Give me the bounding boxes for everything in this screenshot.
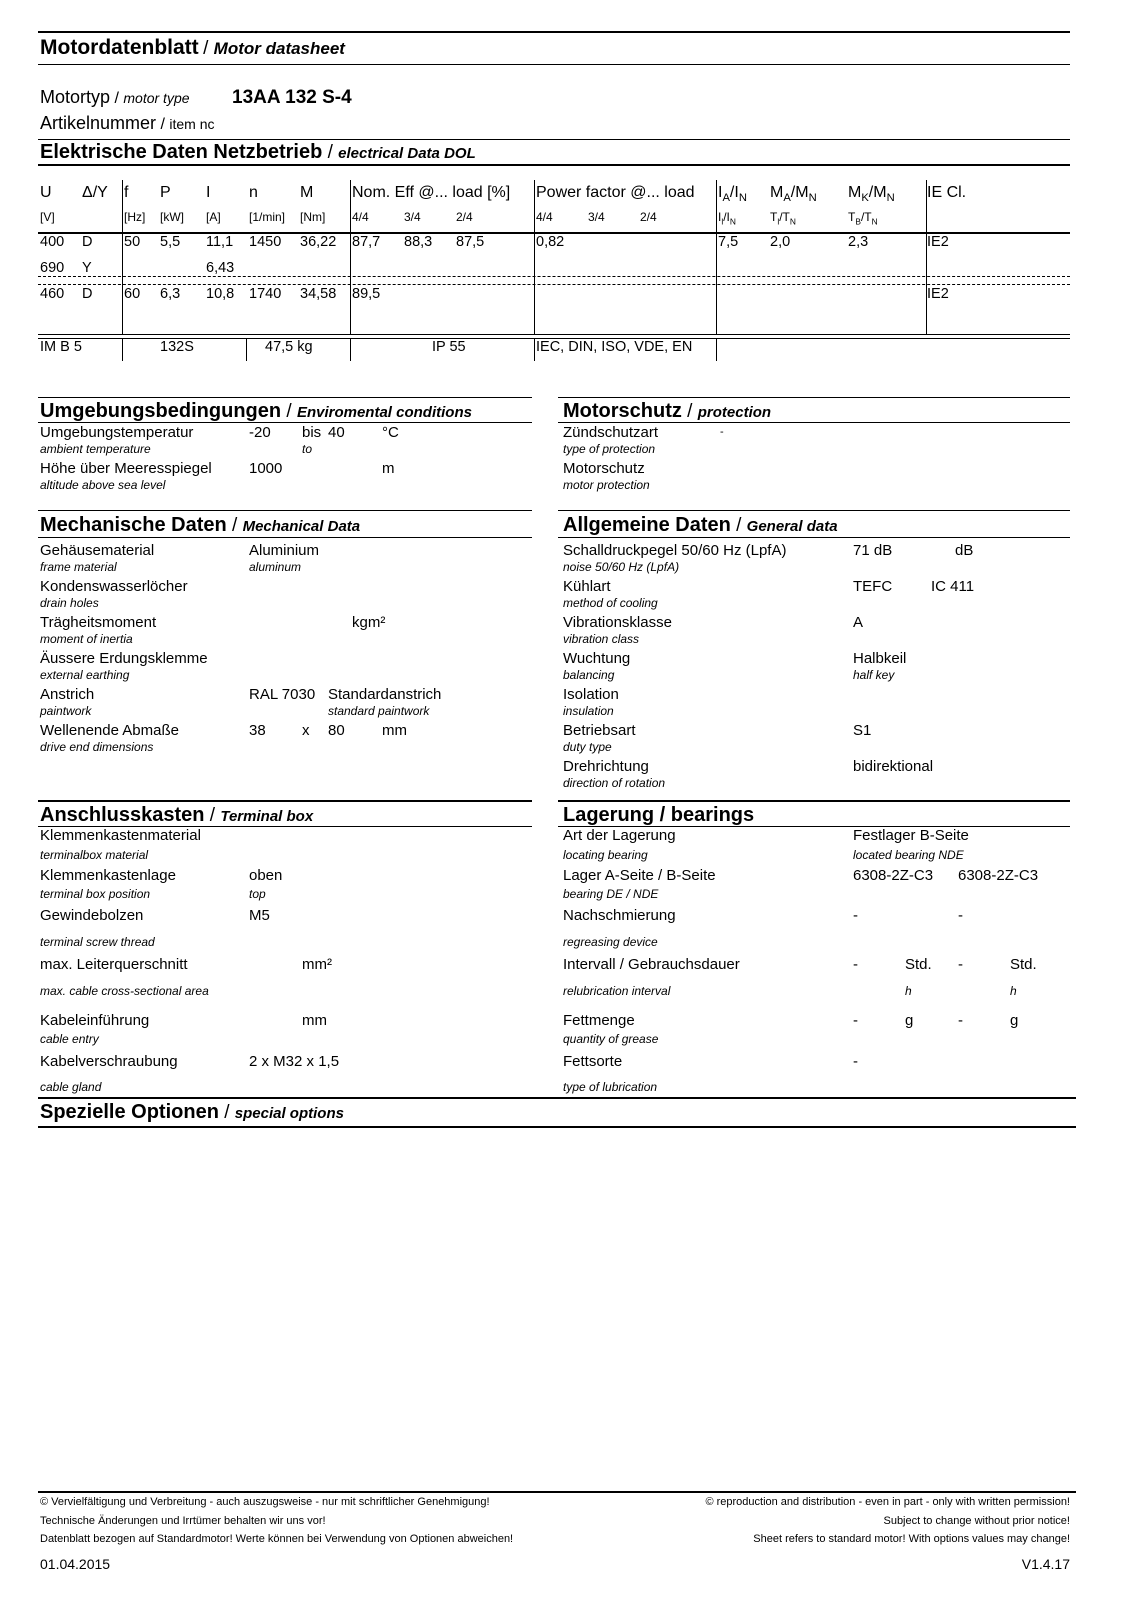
hdr-ia: $I_A/I_N$ xyxy=(718,184,747,205)
prot-section-title: Motorschutz / protection xyxy=(563,400,772,422)
altitude-value: 1000 xyxy=(249,460,283,477)
elec-cell-I: 11,1 xyxy=(206,234,234,250)
brg-regr-label: Nachschmierung xyxy=(563,907,676,924)
col-divider xyxy=(534,339,535,361)
gen-section-title: Allgemeine Daten / General data xyxy=(563,514,838,536)
hdr-eff: Nom. Eff @... load [%] xyxy=(352,184,511,201)
elec-cell-dy: D xyxy=(82,286,93,302)
tb-entry-label-en: cable entry xyxy=(40,1032,99,1046)
unit-ii: $I_l/I_N$ xyxy=(718,210,736,227)
col-divider xyxy=(350,339,351,361)
frame-label: Gehäusematerial xyxy=(40,542,155,559)
mech-section-title: Mechanische Daten / Mechanical Data xyxy=(40,514,361,536)
hdr-p: P xyxy=(160,184,171,201)
noise-label: Schalldruckpegel 50/60 Hz (LpfA) xyxy=(563,542,787,559)
elec-cell-f: 60 xyxy=(124,286,141,302)
mp-label-en: motor protection xyxy=(563,478,650,492)
footer-standard-en: Sheet refers to standard motor! With options values may change! xyxy=(753,1533,1070,1545)
title-rule xyxy=(38,64,1070,65)
tb-gland-label-en: cable gland xyxy=(40,1080,102,1094)
elec-cell-e24: 87,5 xyxy=(456,234,485,250)
tb-gland-value: 2 x M32 x 1,5 xyxy=(249,1053,340,1070)
tb-bolt-label: Gewindebolzen xyxy=(40,907,144,924)
paint-label: Anstrich xyxy=(40,686,95,703)
header-rule xyxy=(38,139,1070,140)
altitude-label-en: altitude above sea level xyxy=(40,478,166,492)
top-rule xyxy=(38,31,1070,33)
shaft-length: 80 xyxy=(328,722,345,739)
cooling-label: Kühlart xyxy=(563,578,611,595)
article-label: Artikelnummer / item nc xyxy=(40,113,215,133)
hdr-n: n xyxy=(249,184,258,201)
elec-cell-e34: 88,3 xyxy=(404,234,433,250)
rotation-label: Drehrichtung xyxy=(563,758,649,775)
elec-cell-dy: Y xyxy=(82,260,92,276)
duty-label: Betriebsart xyxy=(563,722,636,739)
col-divider xyxy=(350,180,351,334)
env-top-rule xyxy=(38,397,532,398)
insulation-label-en: insulation xyxy=(563,704,614,718)
shaft-unit: mm xyxy=(382,722,407,739)
tb-position-label-en: terminal box position xyxy=(40,887,151,901)
balancing-value: Halbkeil xyxy=(853,650,907,667)
mech-title-rule xyxy=(38,537,532,538)
brg-interval-b-unit: Std. xyxy=(1010,956,1037,973)
shaft-x: x xyxy=(302,722,310,739)
brg-interval-label-en: relubrication interval xyxy=(563,984,671,998)
elec-cell-I: 10,8 xyxy=(206,286,235,302)
brg-loc-value-en: located bearing NDE xyxy=(853,848,964,862)
tb-position-value-en: top xyxy=(249,887,266,901)
env-title-rule xyxy=(38,422,532,423)
inertia-label-en: moment of inertia xyxy=(40,632,133,646)
unit-e34: 3/4 xyxy=(404,210,421,224)
footer-copyright-de: © Vervielfältigung und Verbreitung - auch auszugsweise - nur mit schriftlicher Genehmigung! xyxy=(40,1496,490,1508)
hdr-mk: $M_K/M_N$ xyxy=(848,184,895,205)
special-title-rule xyxy=(38,1126,1076,1128)
unit-p: [kW] xyxy=(160,210,184,224)
footer-rule xyxy=(38,1491,1076,1493)
title-de: Motordatenblatt xyxy=(40,36,199,59)
temp-to: to xyxy=(302,442,313,456)
noise-label-en: noise 50/60 Hz (LpfA) xyxy=(563,560,680,574)
brg-type-a: 6308-2Z-C3 xyxy=(853,867,934,884)
elec-cell-ie: IE2 xyxy=(927,286,949,302)
col-divider xyxy=(926,180,927,334)
rotation-value: bidirektional xyxy=(853,758,934,775)
vibration-value: A xyxy=(853,614,864,631)
special-top-rule xyxy=(38,1097,1076,1099)
elec-cell-f: 50 xyxy=(124,234,141,250)
brg-top-rule xyxy=(558,800,1070,802)
electrical-title-rule xyxy=(38,164,1070,166)
footer-copyright-en: © reproduction and distribution - even in part - only with written permission! xyxy=(705,1496,1070,1508)
altitude-unit: m xyxy=(382,460,395,477)
hdr-iecl: IE Cl. xyxy=(927,184,967,201)
unit-p44: 4/4 xyxy=(536,210,553,224)
shaft-label: Wellenende Abmaße xyxy=(40,722,179,739)
drain-label: Kondenswasserlöcher xyxy=(40,578,188,595)
unit-n: [1/min] xyxy=(249,210,286,224)
motortype-label: Motortyp / motor type xyxy=(40,87,190,107)
tb-position-label: Klemmenkastenlage xyxy=(40,867,176,884)
hdr-u: U xyxy=(40,184,52,201)
drain-label-en: drain holes xyxy=(40,596,99,610)
unit-e24: 2/4 xyxy=(456,210,473,224)
unit-f: [Hz] xyxy=(124,210,146,224)
duty-value: S1 xyxy=(853,722,872,739)
unit-p24: 2/4 xyxy=(640,210,657,224)
shaft-diameter: 38 xyxy=(249,722,266,739)
elec-cell-P: 5,5 xyxy=(160,234,181,250)
altitude-label: Höhe über Meeresspiegel xyxy=(40,460,212,477)
brg-interval-a-h: h xyxy=(905,984,912,998)
gen-title-rule xyxy=(558,537,1070,538)
brg-type-b: 6308-2Z-C3 xyxy=(958,867,1039,884)
paint-std: Standardanstrich xyxy=(328,686,442,703)
frame-label-en: frame material xyxy=(40,560,117,574)
tb-position-value: oben xyxy=(249,867,283,884)
elec-cell-U: 400 xyxy=(40,234,65,250)
tb-material-label: Klemmenkastenmaterial xyxy=(40,827,201,844)
paint-label-en: paintwork xyxy=(40,704,92,718)
vibration-label: Vibrationsklasse xyxy=(563,614,672,631)
earth-label-en: external earthing xyxy=(40,668,130,682)
balancing-label: Wuchtung xyxy=(563,650,631,667)
elec-cell-mk: 2,3 xyxy=(848,234,869,250)
standards: IEC, DIN, ISO, VDE, EN xyxy=(536,339,693,355)
hdr-m: M xyxy=(300,184,314,201)
elec-cell-M: 34,58 xyxy=(300,286,337,302)
tb-material-label-en: terminalbox material xyxy=(40,848,149,862)
weight: 47,5 kg xyxy=(265,339,313,355)
cooling-ic: IC 411 xyxy=(931,578,975,595)
hdr-ma: $M_A/M_N$ xyxy=(770,184,817,205)
temp-label: Umgebungstemperatur xyxy=(40,424,194,441)
col-divider xyxy=(716,339,717,361)
gen-top-rule xyxy=(558,510,1070,511)
elec-cell-ia: 7,5 xyxy=(718,234,739,250)
page-title: Motordatenblatt / Motor datasheet xyxy=(40,36,345,59)
brg-grease-type-label: Fettsorte xyxy=(563,1053,623,1070)
brg-type-label-en: bearing DE / NDE xyxy=(563,887,659,901)
elec-cell-P: 6,3 xyxy=(160,286,181,302)
tb-gland-label: Kabelverschraubung xyxy=(40,1053,178,1070)
tb-cross-section-label-en: max. cable cross-sectional area xyxy=(40,984,209,998)
frame-value: Aluminium xyxy=(249,542,320,559)
unit-tb: $T_B/T_N$ xyxy=(848,210,878,227)
cooling-value: TEFC xyxy=(853,578,893,595)
noise-value: 71 dB xyxy=(853,542,893,559)
special-section-title: Spezielle Optionen / special options xyxy=(40,1101,344,1123)
elec-row-divider xyxy=(38,284,1070,285)
tb-entry-label: Kabeleinführung xyxy=(40,1012,150,1029)
inertia-unit: kgm² xyxy=(352,614,386,631)
brg-interval-b: - xyxy=(958,956,963,973)
elec-cell-n: 1740 xyxy=(249,286,282,302)
brg-loc-value: Festlager B-Seite xyxy=(853,827,969,844)
brg-regr-b: - xyxy=(958,907,963,924)
footer-version: V1.4.17 xyxy=(1021,1556,1070,1572)
brg-qty-b: - xyxy=(958,1012,963,1029)
col-divider xyxy=(122,180,123,334)
elec-cell-U: 690 xyxy=(40,260,65,276)
noise-unit: dB xyxy=(955,542,974,559)
col-divider xyxy=(246,339,247,361)
duty-label-en: duty type xyxy=(563,740,612,754)
inertia-label: Trägheitsmoment xyxy=(40,614,157,631)
ex-value: - xyxy=(720,426,724,438)
unit-u: [V] xyxy=(40,210,55,224)
elec-cell-ma: 2,0 xyxy=(770,234,791,250)
balancing-label-en: balancing xyxy=(563,668,615,682)
elec-cell-U: 460 xyxy=(40,286,65,302)
tb-cross-section-unit: mm² xyxy=(302,956,332,973)
elec-cell-e44: 89,5 xyxy=(352,286,381,302)
elec-cell-n: 1450 xyxy=(249,234,282,250)
unit-e44: 4/4 xyxy=(352,210,369,224)
cooling-label-en: method of cooling xyxy=(563,596,658,610)
paint-std-en: standard paintwork xyxy=(328,704,430,718)
elec-cell-dy: D xyxy=(82,234,93,250)
tb-entry-unit: mm xyxy=(302,1012,327,1029)
mp-label: Motorschutz xyxy=(563,460,645,477)
mounting-type: IM B 5 xyxy=(40,339,82,355)
brg-grease-type-value: - xyxy=(853,1053,858,1070)
brg-interval-a-unit: Std. xyxy=(905,956,932,973)
brg-qty-label-en: quantity of grease xyxy=(563,1032,659,1046)
prot-top-rule xyxy=(558,397,1070,398)
tb-bolt-label-en: terminal screw thread xyxy=(40,935,155,949)
elec-row-divider xyxy=(38,276,1070,277)
elec-cell-ie: IE2 xyxy=(927,234,949,250)
footer-date: 01.04.2015 xyxy=(40,1556,111,1572)
earth-label: Äussere Erdungsklemme xyxy=(40,650,208,667)
shaft-label-en: drive end dimensions xyxy=(40,740,154,754)
unit-m: [Nm] xyxy=(300,210,326,224)
electrical-section-title: Elektrische Daten Netzbetrieb / electrical Data DOL xyxy=(40,141,476,163)
brg-section-title: Lagerung / bearings xyxy=(563,804,755,826)
rotation-label-en: direction of rotation xyxy=(563,776,666,790)
unit-i: [A] xyxy=(206,210,221,224)
motortype-value: 13AA 132 S-4 xyxy=(232,87,352,108)
balancing-value-en: half key xyxy=(853,668,895,682)
hdr-pf: Power factor @... load xyxy=(536,184,695,201)
brg-loc-label: Art der Lagerung xyxy=(563,827,676,844)
elec-cell-p44: 0,82 xyxy=(536,234,565,250)
env-section-title: Umgebungsbedingungen / Enviromental conditions xyxy=(40,400,472,422)
frame-size: 132S xyxy=(160,339,194,355)
tb-cross-section-label: max. Leiterquerschnitt xyxy=(40,956,188,973)
elec-bottom-rule xyxy=(38,334,1070,335)
unit-p34: 3/4 xyxy=(588,210,605,224)
vibration-label-en: vibration class xyxy=(563,632,640,646)
brg-qty-a-unit: g xyxy=(905,1012,914,1029)
brg-regr-label-en: regreasing device xyxy=(563,935,658,949)
col-divider xyxy=(534,180,535,334)
temp-bis: bis xyxy=(302,424,322,441)
prot-title-rule xyxy=(558,422,1070,423)
brg-qty-b-unit: g xyxy=(1010,1012,1019,1029)
brg-interval-a: - xyxy=(853,956,858,973)
brg-qty-label: Fettmenge xyxy=(563,1012,635,1029)
term-section-title: Anschlusskasten / Terminal box xyxy=(40,804,314,826)
brg-loc-label-en: locating bearing xyxy=(563,848,648,862)
mech-top-rule xyxy=(38,510,532,511)
elec-cell-M: 36,22 xyxy=(300,234,337,250)
hdr-i: I xyxy=(206,184,211,201)
paint-value: RAL 7030 xyxy=(249,686,316,703)
elec-cell-e44: 87,7 xyxy=(352,234,381,250)
temp-min: -20 xyxy=(249,424,271,441)
ex-label: Zündschutzart xyxy=(563,424,659,441)
brg-qty-a: - xyxy=(853,1012,858,1029)
temp-label-en: ambient temperature xyxy=(40,442,151,456)
brg-interval-label: Intervall / Gebrauchsdauer xyxy=(563,956,740,973)
footer-changes-en: Subject to change without prior notice! xyxy=(883,1515,1070,1527)
temp-max: 40 xyxy=(328,424,345,441)
hdr-dy: Δ/Y xyxy=(82,184,108,201)
brg-grease-type-label-en: type of lubrication xyxy=(563,1080,658,1094)
brg-interval-b-h: h xyxy=(1010,984,1017,998)
ip-class: IP 55 xyxy=(432,339,466,355)
col-divider xyxy=(716,180,717,334)
elec-cell-I: 6,43 xyxy=(206,260,235,276)
temp-unit: °C xyxy=(382,424,399,441)
ex-label-en: type of protection xyxy=(563,442,656,456)
hdr-f: f xyxy=(124,184,129,201)
term-top-rule xyxy=(38,800,532,802)
frame-value-en: aluminum xyxy=(249,560,302,574)
brg-regr-a: - xyxy=(853,907,858,924)
col-divider xyxy=(122,339,123,361)
title-en: Motor datasheet xyxy=(213,39,345,58)
brg-type-label: Lager A-Seite / B-Seite xyxy=(563,867,716,884)
tb-bolt-value: M5 xyxy=(249,907,270,924)
footer-standard-de: Datenblatt bezogen auf Standardmotor! Werte können bei Verwendung von Optionen abweichen! xyxy=(40,1533,514,1545)
unit-tt: $T_l/T_N$ xyxy=(770,210,796,227)
insulation-label: Isolation xyxy=(563,686,619,703)
footer-changes-de: Technische Änderungen und Irrtümer behalten wir uns vor! xyxy=(40,1515,326,1527)
